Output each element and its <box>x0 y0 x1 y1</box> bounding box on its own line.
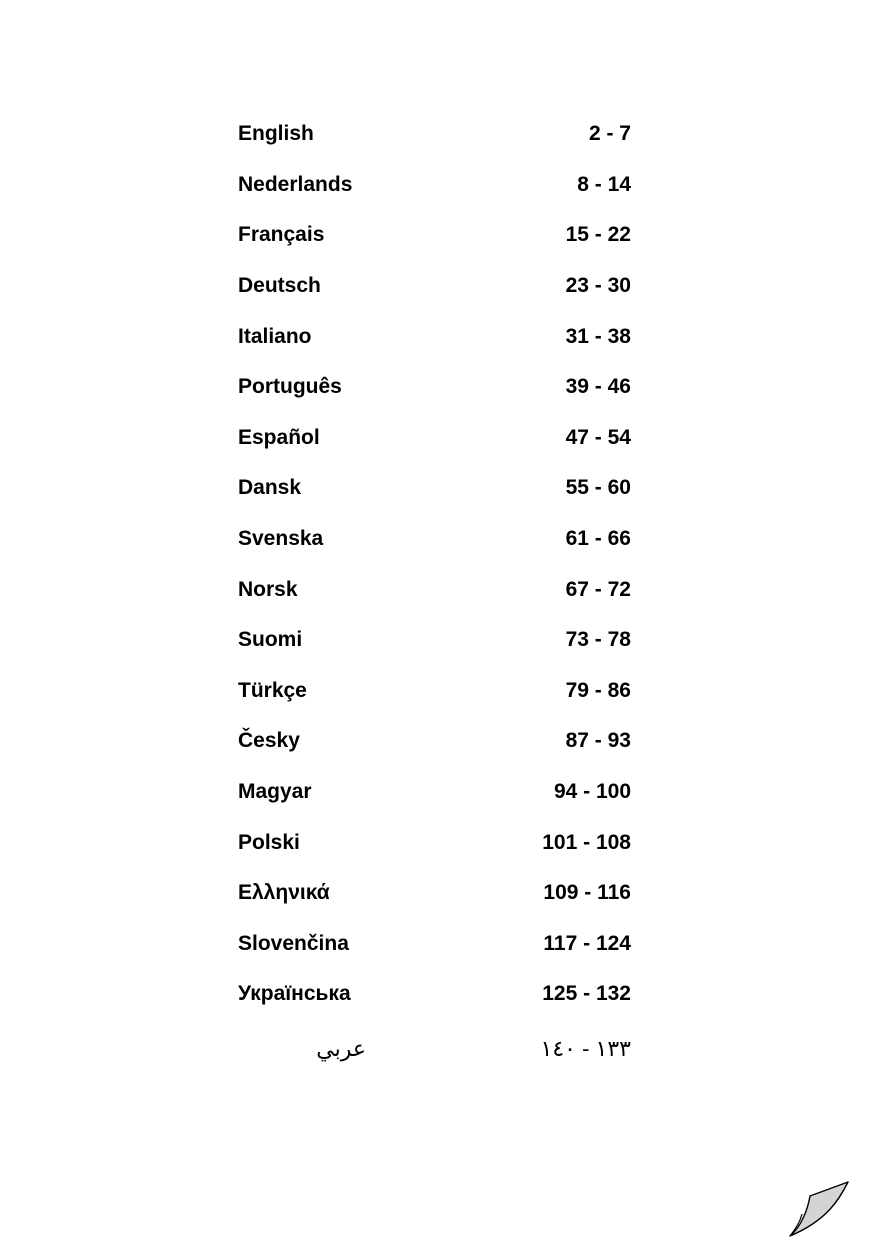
language-name: Türkçe <box>238 678 307 702</box>
toc-entry-norsk <box>238 564 631 615</box>
page-range: 125 - 132 <box>542 982 631 1006</box>
page-range: 55 - 60 <box>565 476 631 500</box>
toc-entry-suomi <box>238 615 631 666</box>
page-range: 8 - 14 <box>577 172 631 196</box>
toc-entry-francais <box>238 210 631 261</box>
language-name: Dansk <box>238 476 302 500</box>
page-range: 39 - 46 <box>565 375 631 399</box>
toc-entry-espanol <box>238 413 631 464</box>
language-name: English <box>238 122 314 146</box>
toc-entry-slovencina <box>238 919 631 970</box>
page-range: 23 - 30 <box>565 274 631 298</box>
page-curl-icon <box>788 1178 852 1238</box>
language-name: Ελληνικά <box>238 881 330 905</box>
toc-entry-turkce <box>238 666 631 717</box>
page-range: 73 - 78 <box>565 628 631 652</box>
toc-entry-dansk <box>238 463 631 514</box>
toc-entry-ellinika <box>238 868 631 919</box>
page-range: 31 - 38 <box>565 324 631 348</box>
language-name: Français <box>238 223 325 247</box>
table-of-contents <box>238 109 631 1074</box>
page-range: 109 - 116 <box>543 881 631 905</box>
language-name: عربي <box>316 1035 366 1061</box>
language-name: Polski <box>238 830 300 854</box>
page-range: ١٣٣ - ١٤٠ <box>540 1035 631 1061</box>
page-range: 117 - 124 <box>543 931 631 955</box>
toc-entry-portugues <box>238 362 631 413</box>
language-name: Português <box>238 375 342 399</box>
toc-entry-deutsch <box>238 261 631 312</box>
page-range: 87 - 93 <box>565 729 631 753</box>
language-name: Español <box>238 425 320 449</box>
toc-entry-cesky <box>238 716 631 767</box>
page-range: 2 - 7 <box>588 122 631 146</box>
language-name: Українська <box>238 982 351 1006</box>
page-range: 94 - 100 <box>553 780 631 804</box>
toc-entry-ukrainska <box>238 969 631 1020</box>
language-name: Suomi <box>238 628 303 652</box>
language-name: Magyar <box>238 780 312 804</box>
page-range: 61 - 66 <box>565 527 631 551</box>
toc-entry-nederlands <box>238 160 631 211</box>
page-range: 15 - 22 <box>565 223 631 247</box>
toc-entry-magyar <box>238 767 631 818</box>
language-name: Deutsch <box>238 274 321 298</box>
page-range: 47 - 54 <box>565 425 631 449</box>
toc-entry-italiano <box>238 311 631 362</box>
toc-entry-english <box>238 109 631 160</box>
language-name: Svenska <box>238 527 324 551</box>
language-name: Česky <box>238 729 300 753</box>
language-name: Norsk <box>238 577 298 601</box>
toc-entry-svenska <box>238 514 631 565</box>
page-range: 67 - 72 <box>565 577 631 601</box>
language-name: Italiano <box>238 324 312 348</box>
language-name: Nederlands <box>238 172 353 196</box>
toc-entry-polski <box>238 817 631 868</box>
page-range: 101 - 108 <box>542 830 631 854</box>
language-name: Slovenčina <box>238 931 349 955</box>
page-range: 79 - 86 <box>565 678 631 702</box>
toc-entry-arabic <box>238 1024 631 1075</box>
